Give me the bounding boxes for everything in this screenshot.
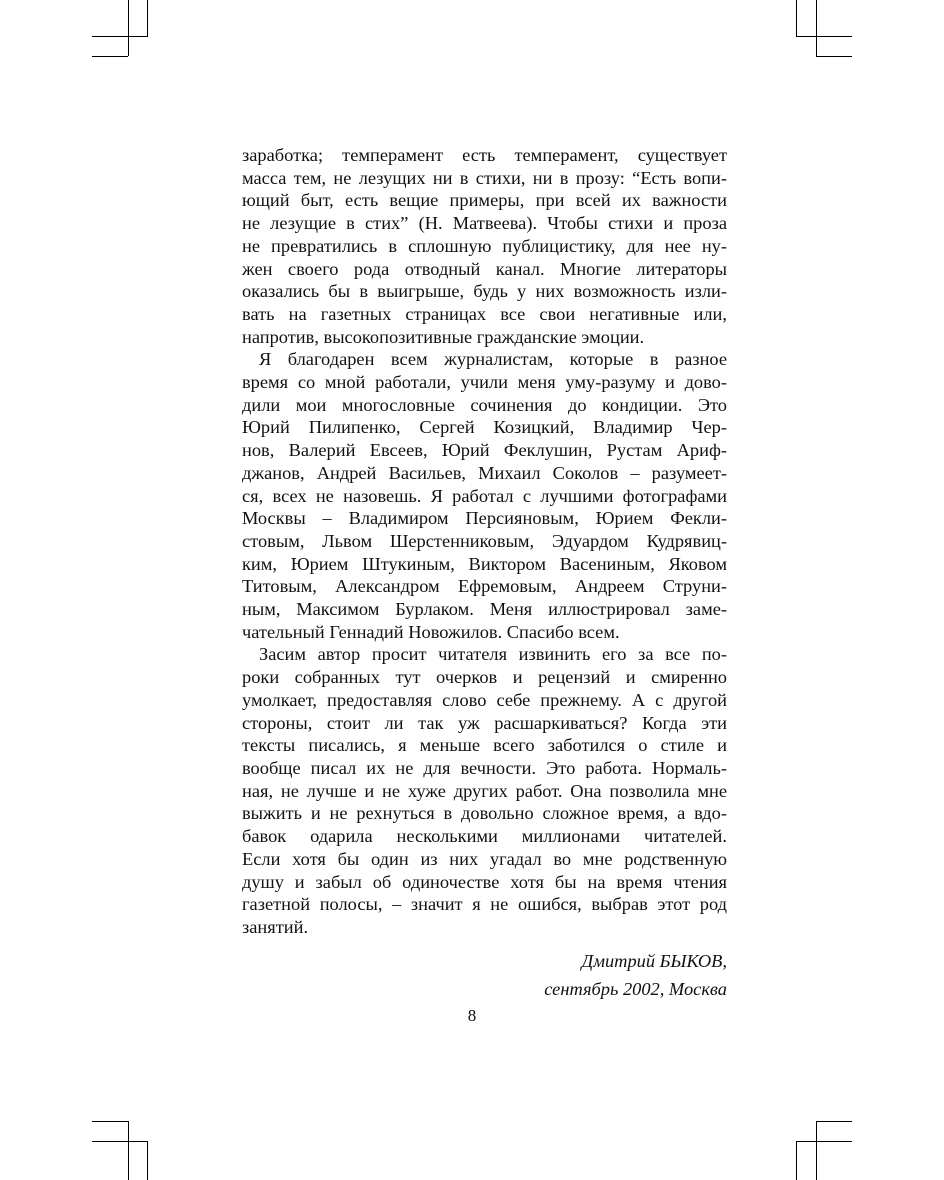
signature-date-place: сентябрь 2002, Москва xyxy=(544,978,727,999)
text-line: душу и забыл об одиночестве хотя бы на время чтения xyxy=(242,871,727,892)
text-line: не лезущие в стих” (Н. Матвеева). Чтобы стихи и проза xyxy=(242,213,727,234)
crop-mark xyxy=(796,1141,852,1142)
text-line: Юрий Пилипенко, Сергей Козицкий, Владимир Чер- xyxy=(242,417,727,438)
text-line: вать на газетных страницах все свои негативные или, xyxy=(242,303,727,324)
crop-mark xyxy=(816,1121,817,1180)
paragraph-3 xyxy=(242,643,727,938)
text-line: ная, не лучше и не хуже других работ. Она позволила мне xyxy=(242,780,727,801)
text-line: стовым, Львом Шерстенниковым, Эдуардом Кудрявиц- xyxy=(242,530,727,551)
crop-mark xyxy=(796,36,852,37)
paragraph-2 xyxy=(242,348,727,643)
text-line: джанов, Андрей Васильев, Михаил Соколов – разумеет- xyxy=(242,462,727,483)
crop-mark xyxy=(128,1121,129,1180)
crop-mark xyxy=(816,0,817,56)
text-line: ким, Юрием Штукиным, Виктором Васениным, Яковом xyxy=(242,553,727,574)
text-line: стороны, стоит ли так уж расшаркиваться? Когда эти xyxy=(242,712,727,733)
text-line: оказались бы в выигрыше, будь у них возможность изли- xyxy=(242,281,727,302)
crop-mark xyxy=(796,0,797,36)
text-line: масса тем, не лезущих ни в стихи, ни в прозу: “Есть вопи- xyxy=(242,167,727,188)
text-line: Засим автор просит читателя извинить его за все по- xyxy=(259,644,727,665)
text-line: Я благодарен всем журналистам, которые в разное xyxy=(259,349,727,370)
text-line: вообще писал их не для вечности. Это работа. Нормаль- xyxy=(242,757,727,778)
page-number: 8 xyxy=(467,1006,477,1025)
text-line: ся, всех не назовешь. Я работал с лучшими фотографами xyxy=(242,485,727,506)
crop-mark xyxy=(92,36,148,37)
signature xyxy=(242,947,727,1003)
text-line: заработка; темперамент есть темперамент, существует xyxy=(242,145,727,165)
text-line: газетной полосы, – значит я не ошибся, выбрав этот род xyxy=(242,894,727,915)
text-line: напротив, высокопозитивные гражданские эмоции. xyxy=(242,326,645,347)
crop-mark xyxy=(92,56,128,57)
text-line: нов, Валерий Евсеев, Юрий Феклушин, Рустам Ариф- xyxy=(242,440,727,461)
crop-mark xyxy=(92,1141,148,1142)
crop-mark xyxy=(816,1121,852,1122)
text-line: чательный Геннадий Новожилов. Спасибо всем. xyxy=(242,621,620,642)
text-line: тексты писались, я меньше всего заботился о стиле и xyxy=(242,735,727,756)
text-line: ющий быт, есть вещие примеры, при всей их важности xyxy=(242,190,727,211)
text-line: жен своего рода отводный канал. Многие литераторы xyxy=(242,258,727,279)
crop-mark xyxy=(147,0,148,36)
paragraph-1 xyxy=(242,144,727,348)
text-line: роки собранных тут очерков и рецензий и смиренно xyxy=(242,667,727,688)
text-line: занятий. xyxy=(242,916,309,937)
signature-author: Дмитрий БЫКОВ, xyxy=(581,950,727,971)
text-line: бавок одарила несколькими миллионами читателей. xyxy=(242,826,727,847)
crop-mark xyxy=(128,0,129,56)
text-line: ным, Максимом Бурлаком. Меня иллюстрировал заме- xyxy=(242,599,727,620)
crop-mark xyxy=(816,56,852,57)
text-line: умолкает, предоставляя слово себе прежнему. А с другой xyxy=(242,689,727,710)
text-line: выжить и не рехнуться в довольно сложное время, а вдо- xyxy=(242,803,727,824)
crop-mark xyxy=(796,1141,797,1180)
crop-mark xyxy=(92,1121,128,1122)
text-line: время со мной работали, учили меня уму-разуму и дово- xyxy=(242,372,727,393)
text-line: не превратились в сплошную публицистику, для нее ну- xyxy=(242,235,727,256)
crop-mark xyxy=(147,1141,148,1180)
text-line: Москвы – Владимиром Персияновым, Юрием Фекли- xyxy=(242,508,727,529)
text-line: Титовым, Александром Ефремовым, Андреем Струни- xyxy=(242,576,727,597)
text-line: Если хотя бы один из них угадал во мне родственную xyxy=(242,848,727,869)
text-line: дили мои многословные сочинения до кондиции. Это xyxy=(242,394,727,415)
body-text xyxy=(242,144,727,1003)
